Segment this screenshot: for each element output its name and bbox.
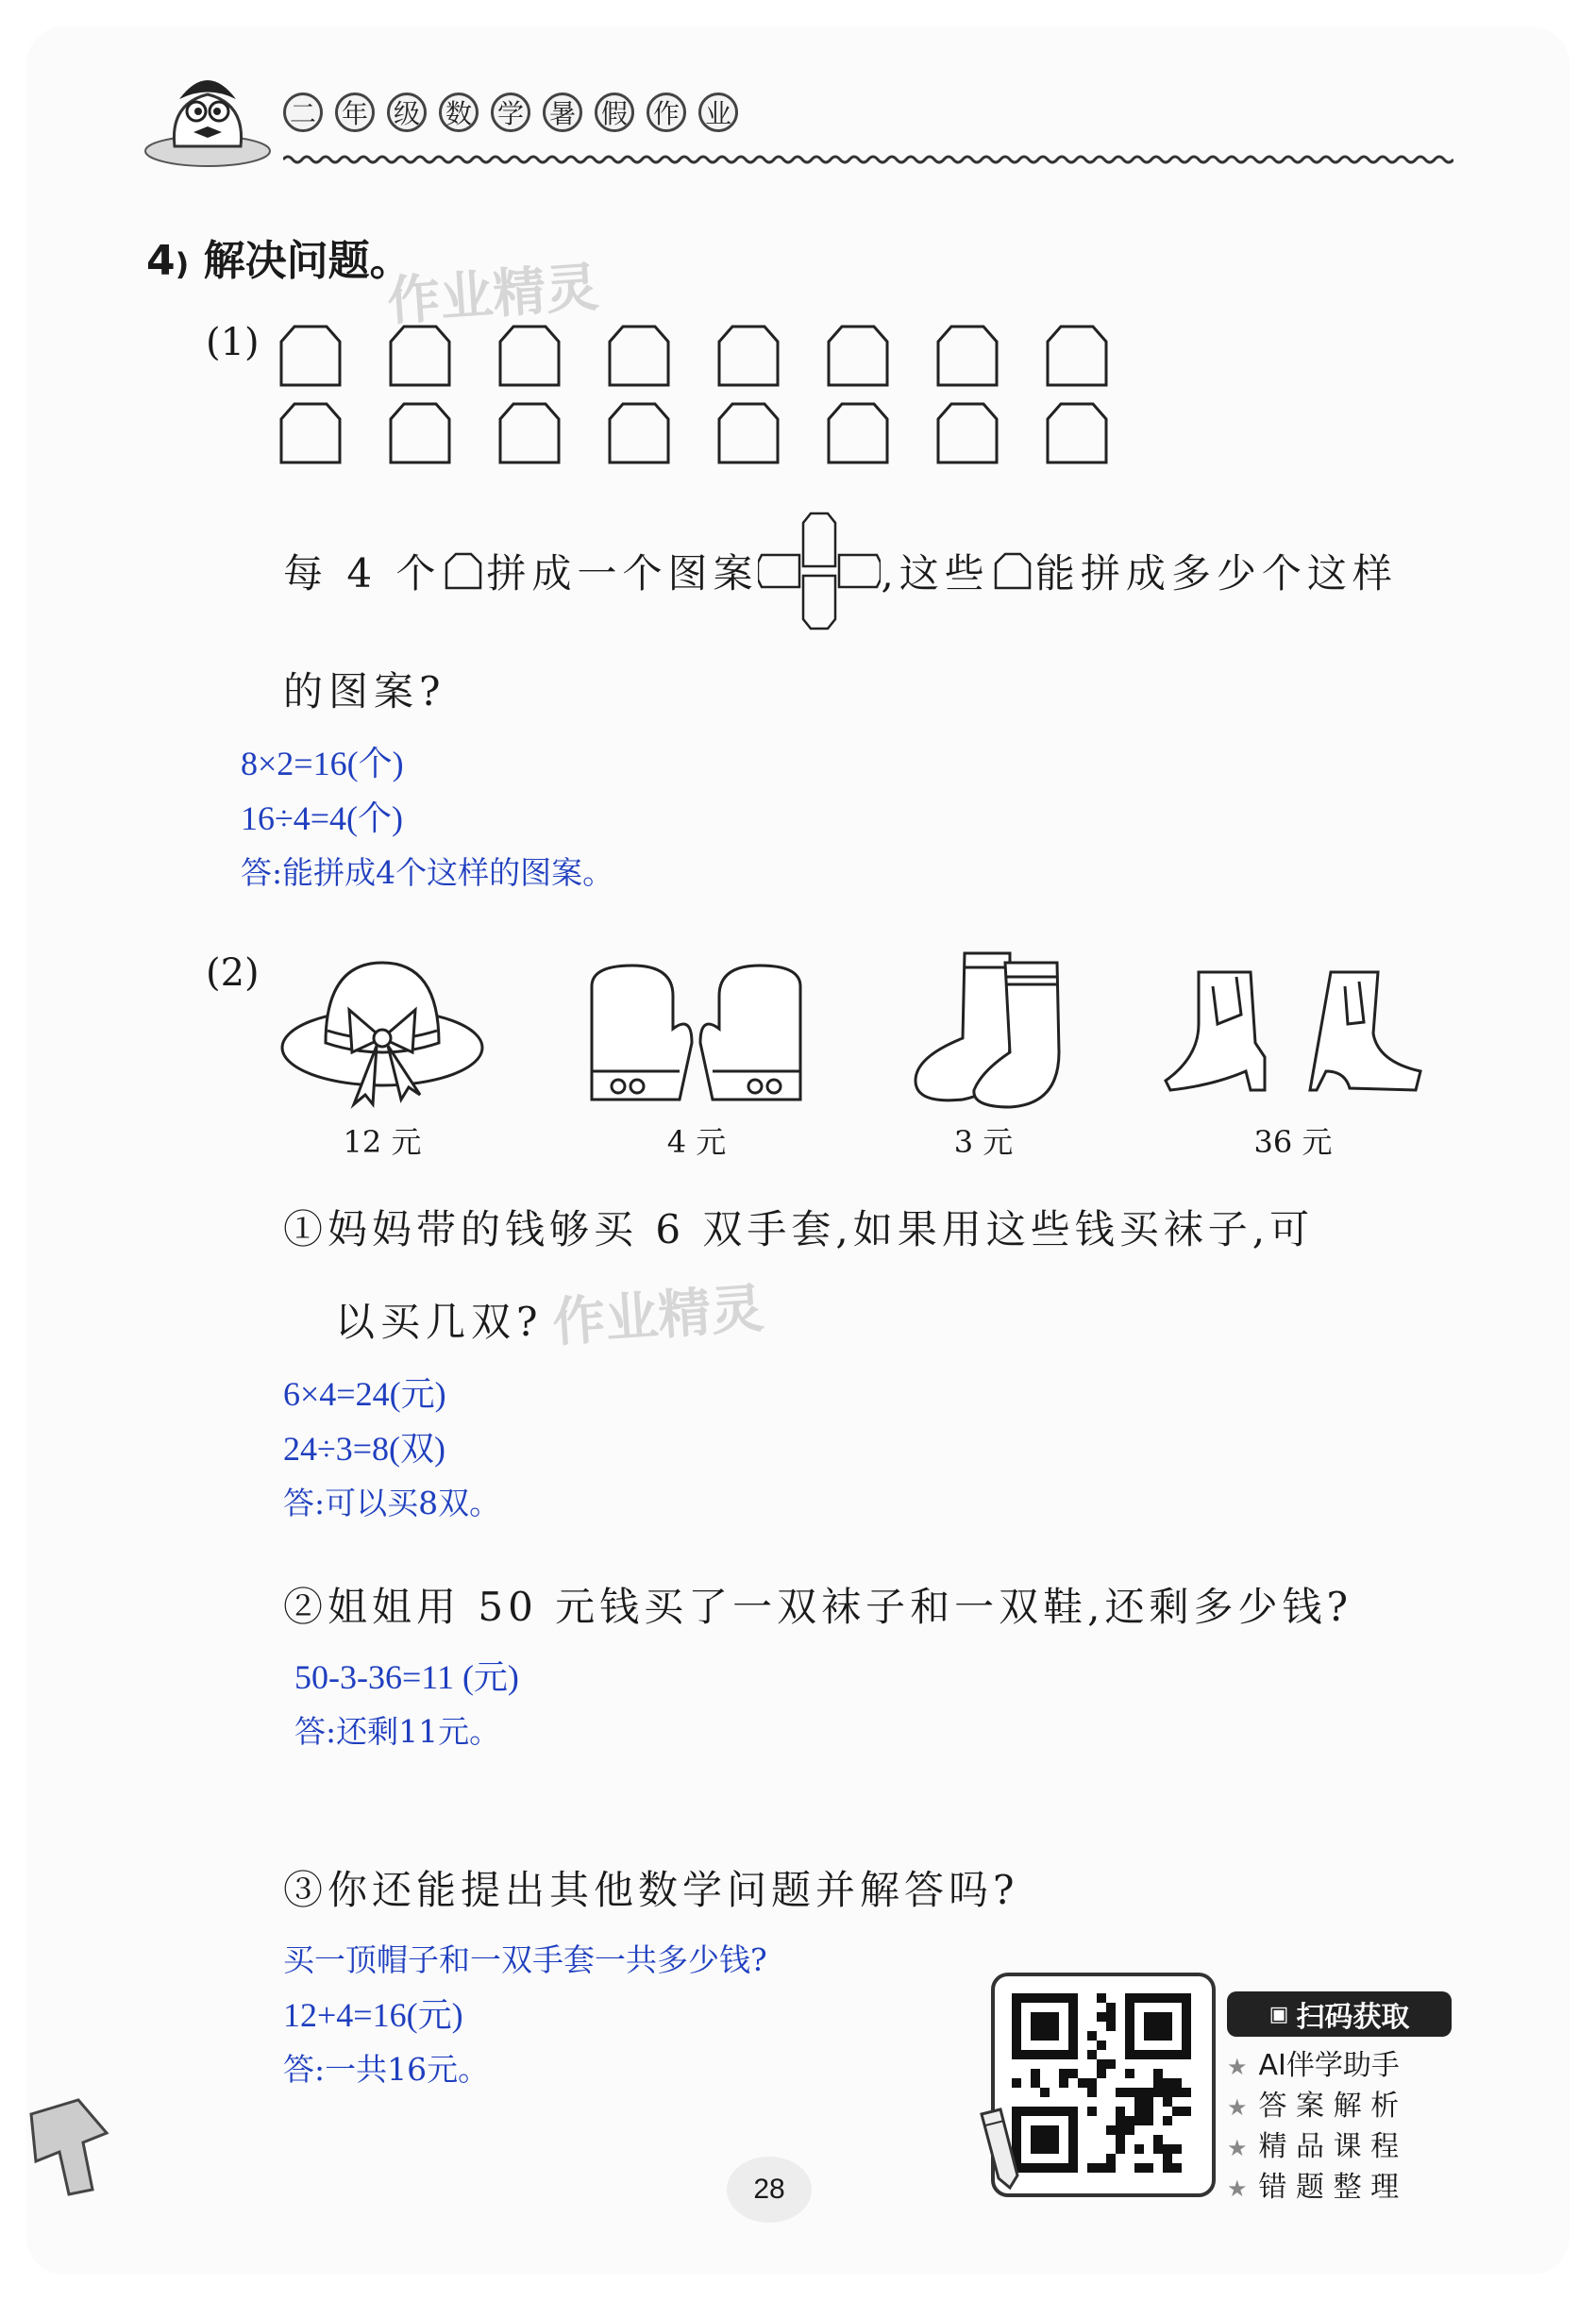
feature-label: 错 题 整 理 [1258,2171,1400,2204]
feature-list [1227,2046,1400,2209]
price-socks: 3 元 [953,1124,1014,1160]
price-mittens: 4 元 [666,1124,727,1160]
answer-line: 24÷3=8(双) [283,1430,446,1468]
question-2-3-line1: ③你还能提出其他数学问题并解答吗? [283,1867,1019,1913]
star-icon: ★ [1227,2175,1248,2202]
scan-badge[interactable] [1227,1991,1452,2037]
q1-text-part: ,这些 [881,550,990,596]
section-title: 解决问题。 [203,237,412,285]
answer-line: 16÷4=4(个) [241,799,404,837]
title-char: 级 [387,92,427,132]
question-2-label: (2) [206,951,260,995]
q2-2-answer-block [294,1650,519,1759]
scan-badge-label: 扫码获取 [1296,2001,1410,2034]
pentagon-shape [281,327,340,385]
section-number: 4 [146,237,176,285]
title-char: 假 [595,92,634,132]
question-1-text [283,538,1398,604]
pentagon-shape [1048,327,1106,385]
title-char: 二 [283,92,323,132]
answer-line: 12+4=16(元) [283,1996,463,2034]
pentagon-shape [1048,404,1106,462]
pentagon-grid [274,319,1123,470]
cross-pattern-icon [758,510,881,632]
pentagon-shape [829,327,887,385]
feature-item [1227,2046,1400,2087]
mascot-icon [142,57,274,170]
pentagon-shape [829,404,887,462]
answer-line: 8×2=16(个) [241,745,404,782]
q1-text-part: 拼成一个图案 [486,550,759,596]
pentagon-shape [938,404,997,462]
socks-icon [906,949,1071,1109]
title-char: 作 [647,92,686,132]
feature-label: 精 品 课 程 [1258,2130,1400,2163]
feature-item [1227,2127,1400,2168]
feature-item [1227,2168,1400,2209]
feature-label: 答 案 解 析 [1258,2090,1400,2123]
page-number: 28 [727,2157,812,2223]
section-heading: 4) 解决问题。 [146,237,412,285]
answer-line: 答:一共16元。 [283,2051,490,2088]
pentagon-shape [719,327,778,385]
pentagon-shape [391,327,449,385]
title-char: 年 [335,92,375,132]
answer-line: 买一顶帽子和一双手套一共多少钱? [283,1941,767,1978]
watermark: 作业精灵 [550,1278,766,1354]
qr-code-icon[interactable] [1012,1993,1191,2173]
answer-line: 6×4=24(元) [283,1375,446,1413]
question-2-1-line1: ①妈妈带的钱够买 6 双手套,如果用这些钱买袜子,可 [283,1206,1315,1252]
q2-1-answer-block [283,1367,500,1531]
hat-icon [278,944,486,1109]
answer-line: 答:能拼成4个这样的图案。 [241,854,614,891]
mittens-icon [592,966,800,1100]
question-2-1-line2: 以买几双? [335,1299,544,1345]
question-2-2-line1: ②姐姐用 50 元钱买了一双袜子和一双鞋,还剩多少钱? [283,1584,1353,1630]
q1-text-part: 每 4 个 [283,550,442,596]
book-icon: ▣ [1268,2002,1289,2026]
star-icon: ★ [1227,2094,1248,2121]
boots-icon [1161,967,1425,1109]
q2-3-answer-block [283,1933,767,2097]
q1-text-part: 能拼成多少个这样 [1034,550,1398,596]
title-char: 数 [439,92,479,132]
watermark: 作业精灵 [385,257,601,333]
pentagon-icon [443,550,484,592]
price-hat: 12 元 [343,1124,422,1160]
pentagon-icon [992,550,1033,592]
answer-line: 50-3-36=11 (元) [294,1658,519,1696]
header-divider [283,153,1453,166]
answer-line: 答:可以买8双。 [283,1485,501,1521]
feature-item [1227,2087,1400,2127]
corner-arrow-icon [26,2095,111,2199]
pentagon-shape [391,404,449,462]
star-icon: ★ [1227,2054,1248,2080]
pentagon-shape [610,327,668,385]
pentagon-shape [500,327,559,385]
title-char: 暑 [543,92,582,132]
title-char: 业 [698,92,738,132]
pentagon-shape [719,404,778,462]
question-1-label: (1) [206,321,260,364]
pencil-icon [972,2105,1029,2190]
question-1-text-line2: 的图案? [283,668,446,714]
pentagon-shape [938,327,997,385]
q1-answer-block [241,736,613,900]
header-title [283,92,738,132]
pentagon-shape [610,404,668,462]
price-boots: 36 元 [1253,1124,1333,1160]
star-icon: ★ [1227,2135,1248,2161]
answer-line: 答:还剩11元。 [294,1713,501,1750]
pentagon-shape [281,404,340,462]
feature-label: AI伴学助手 [1258,2049,1400,2082]
pentagon-shape [500,404,559,462]
title-char: 学 [491,92,530,132]
